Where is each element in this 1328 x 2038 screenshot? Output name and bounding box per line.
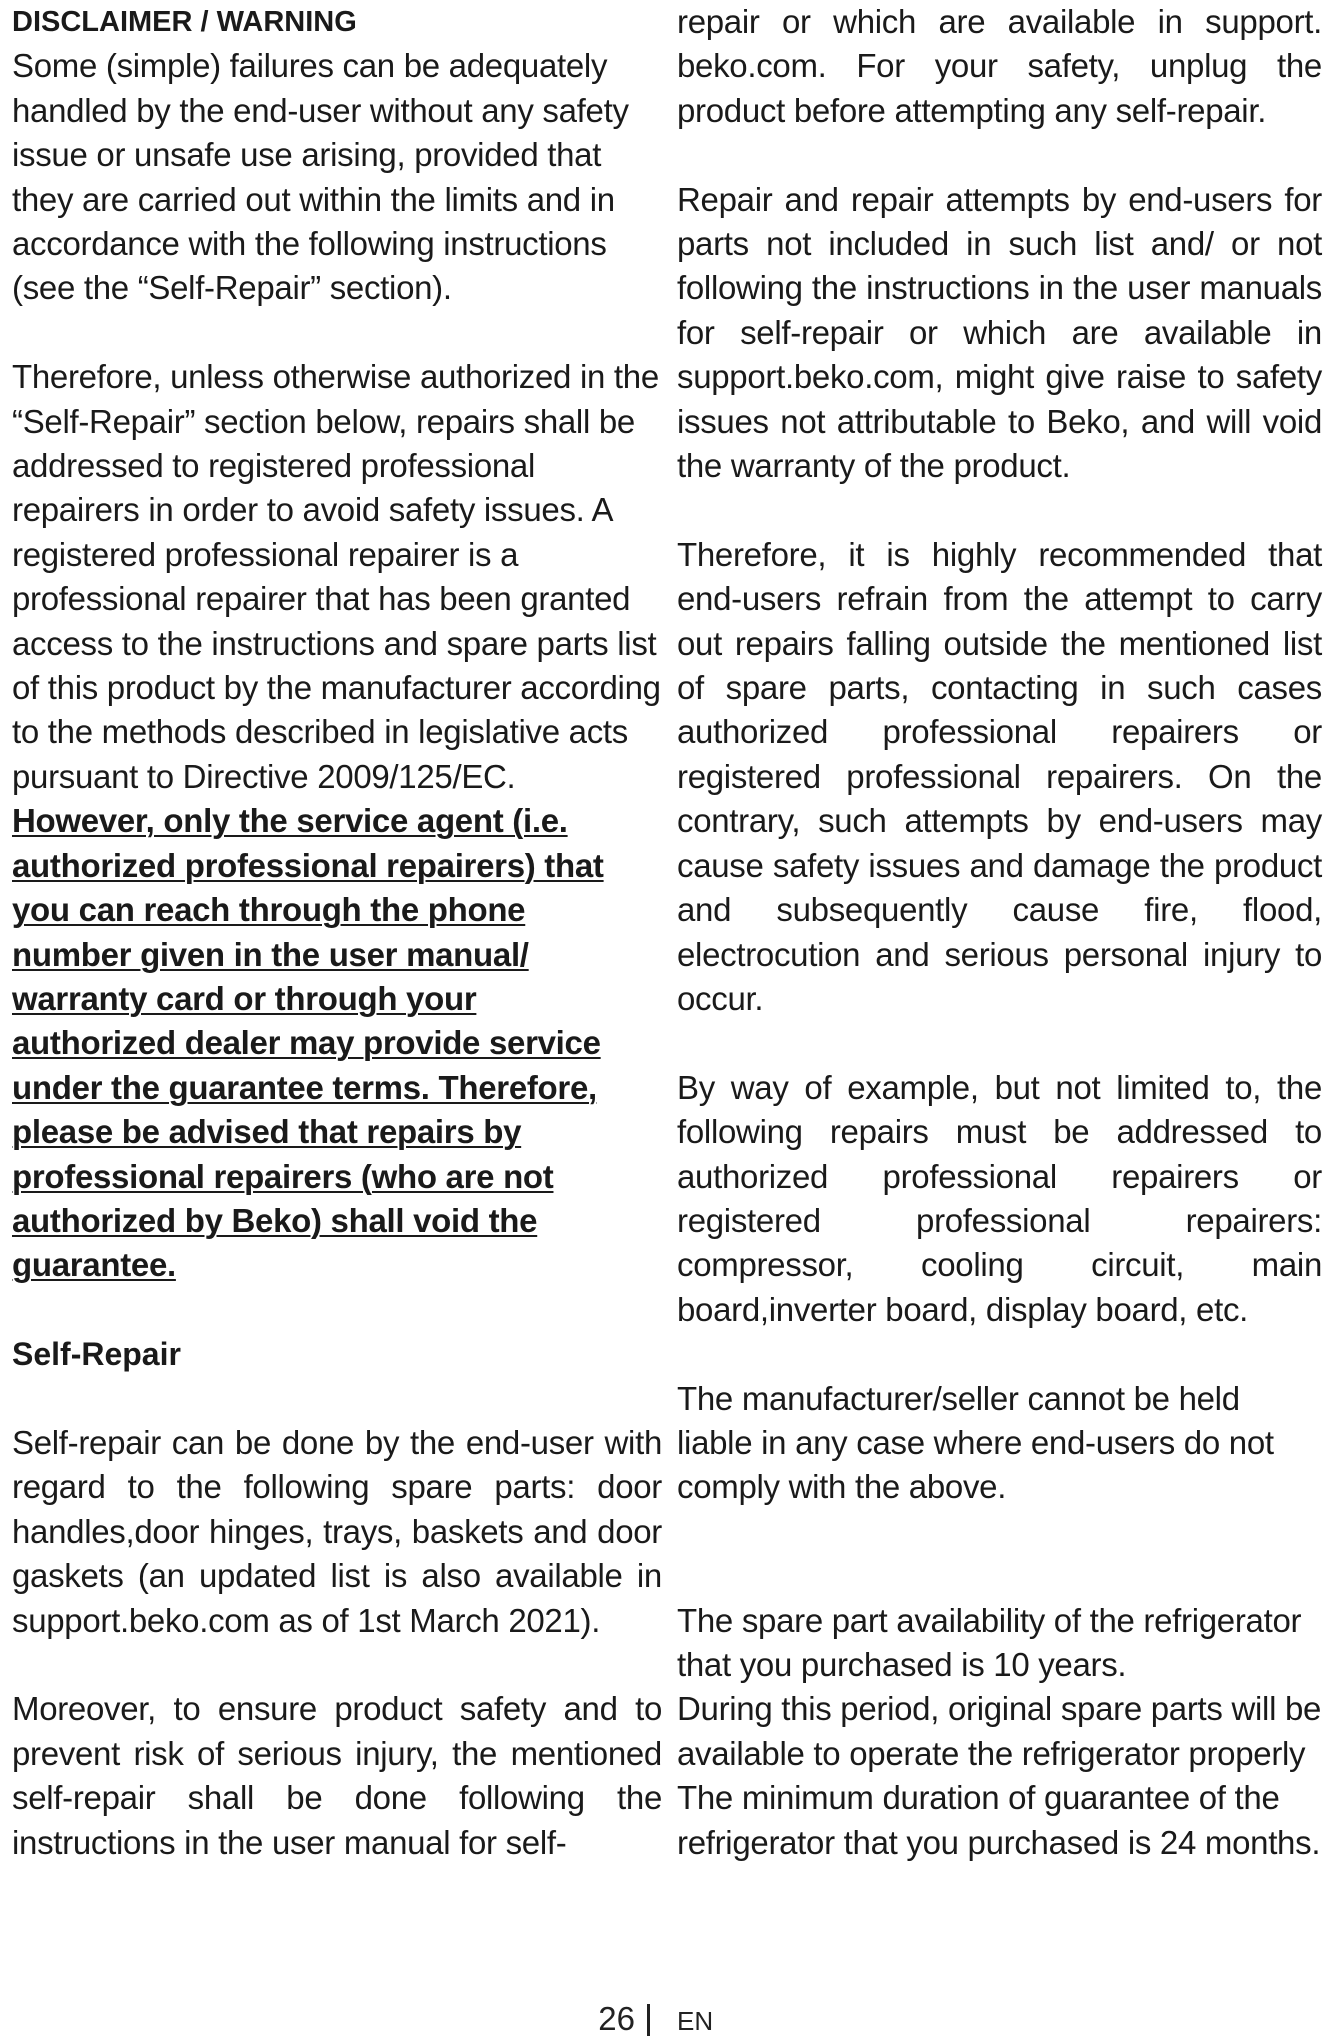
paragraph-gap <box>677 1021 1322 1065</box>
moreover-paragraph: Moreover, to ensure product safety and to prevent risk of serious injury, the mentioned self-repair shall be done following the instructions in the user manual for self- <box>12 1690 662 1861</box>
spare-part-period: During this period, original spare parts will be available to operate the refrigerator properly <box>677 1690 1322 1772</box>
guarantee-warning: However, only the service agent (i.e. authorized professional repairers) that you can reach through the phone number given in the user manual/ warranty card or through your authorized dealer may provide service under the guarantee terms. Therefore, please be advised that repairs by professional repairers (who are not authorized by Beko) shall void the guarantee. <box>12 802 604 1284</box>
paragraph-gap <box>12 1643 662 1687</box>
repair-attempts-paragraph: Repair and repair attempts by end-users for parts not included in such list and/ or not following the instructions in the user manuals for self-repair or which are available in support.beko.com, might give raise to safety issues not attributable to Beko, and will void the warranty of the product. <box>677 180 1322 485</box>
disclaimer-paragraph: Some (simple) failures can be adequately handled by the end-user without any safety issue or unsafe use arising, provided that they are carried out within the limits and in accordance with the following instructions (see the “Self-Repair” section). <box>12 47 629 307</box>
spare-part-availability: The spare part availability of the refrigerator that you purchased is 10 years. <box>677 1601 1302 1683</box>
left-column <box>12 0 662 1865</box>
paragraph-gap <box>12 311 662 355</box>
liability-paragraph: The manufacturer/seller cannot be held liable in any case where end-users do not comply with the above. <box>677 1379 1274 1506</box>
footer-divider <box>647 2004 650 2036</box>
paragraph-gap <box>677 1510 1322 1554</box>
page-number: 26 <box>598 2000 635 2037</box>
paragraph-gap <box>677 133 1322 177</box>
continued-paragraph: repair or which are available in support. beko.com. For your safety, unplug the product before attempting any self-repair. <box>677 3 1322 129</box>
guarantee-duration: The minimum duration of guarantee of the refrigerator that you purchased is 24 months. <box>677 1779 1321 1861</box>
paragraph-gap <box>12 1288 662 1332</box>
disclaimer-heading: DISCLAIMER / WARNING <box>12 6 357 38</box>
therefore-paragraph: Therefore, unless otherwise authorized in the “Self-Repair” section below, repairs shall be addressed to registered professional repairers in order to avoid safety issues. A registered professional repairer is a professional repairer that has been granted access to the instructions and spare parts list of this product by the manufacturer according to the methods described in legislative acts pursuant to Directive 2009/125/EC. <box>12 358 661 795</box>
language-code: EN <box>677 2006 714 2036</box>
paragraph-gap <box>677 1554 1322 1598</box>
self-repair-paragraph: Self-repair can be done by the end-user with regard to the following spare parts: door handles,door hinges, trays, baskets and door gaskets (an updated list is also available in support.beko.com as of 1st March 2021). <box>12 1423 662 1639</box>
paragraph-gap <box>12 1377 662 1421</box>
example-paragraph: By way of example, but not limited to, the following repairs must be addressed to authorized professional repairers or registered professional repairers: compressor, cooling circuit, main board,inverter board, display board, etc. <box>677 1068 1322 1328</box>
paragraph-gap <box>677 1332 1322 1376</box>
recommendation-paragraph: Therefore, it is highly recommended that end-users refrain from the attempt to carry out repairs falling outside the mentioned list of spare parts, contacting in such cases authorized professional repairers or registered professional repairers. On the contrary, such attempts by end-users may cause safety issues and damage the product and subsequently cause fire, flood, electrocution and serious personal injury to occur. <box>677 535 1322 1017</box>
right-column <box>677 0 1322 1865</box>
paragraph-gap <box>677 488 1322 532</box>
self-repair-heading: Self-Repair <box>12 1336 181 1373</box>
